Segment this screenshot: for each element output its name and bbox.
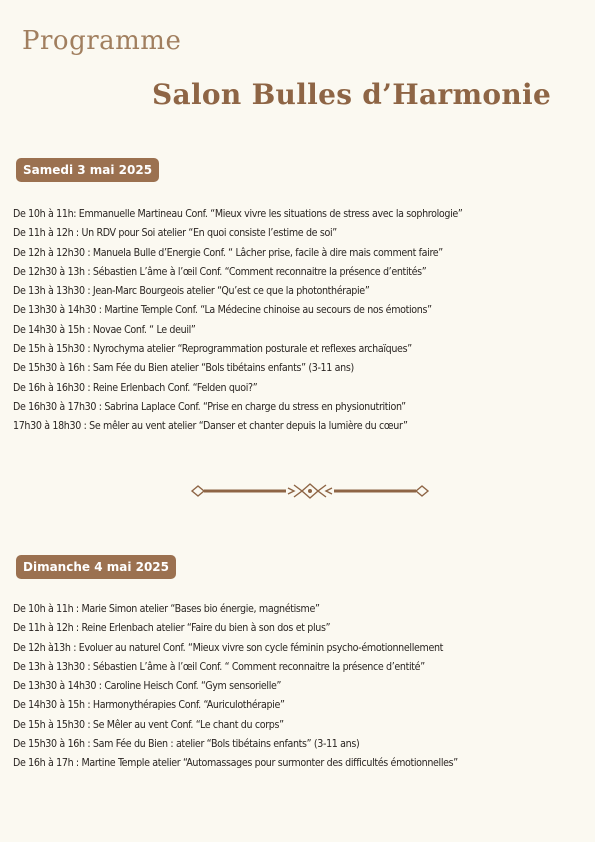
- schedule-item: De 15h30 à 16h : Sam Fée du Bien : atelier “Bols tibétains enfants” (3-11 ans): [13, 738, 360, 751]
- sunday-schedule: [13, 600, 593, 774]
- ornamental-divider: [190, 480, 430, 502]
- schedule-item: De 13h30 à 14h30 : Martine Temple Conf. “La Médecine chinoise au secours de nos émotions”: [13, 304, 432, 317]
- schedule-item: De 10h à 11h : Marie Simon atelier “Bases bio énergie, magnétisme”: [13, 603, 320, 615]
- schedule-item: De 12h à 12h30 : Manuela Bulle d’Energie Conf. “ Lâcher prise, facile à dire mais comment faire”: [13, 246, 443, 259]
- schedule-item: De 11h à 12h : Un RDV pour Soi atelier “En quoi consiste l’estime de soi”: [13, 227, 337, 240]
- saturday-date-badge: Samedi 3 mai 2025: [16, 158, 159, 182]
- schedule-item: 17h30 à 18h30 : Se mêler au vent atelier “Danser et chanter depuis la lumière du cœur”: [13, 420, 408, 433]
- schedule-item: De 14h30 à 15h : Harmonythérapies Conf. “Auriculothérapie”: [13, 699, 285, 712]
- schedule-item: De 13h à 13h30 : Sébastien L’âme à l’œil Conf. “ Comment reconnaitre la présence d’entité”: [13, 660, 425, 673]
- schedule-item: De 15h30 à 16h : Sam Fée du Bien atelier “Bols tibétains enfants” (3-11 ans): [13, 362, 354, 375]
- schedule-item: De 13h30 à 14h30 : Caroline Heisch Conf. “Gym sensorielle”: [13, 680, 282, 693]
- schedule-item: De 16h à 16h30 : Reine Erlenbach Conf. “Felden quoi?”: [13, 381, 258, 394]
- page-title: Salon Bulles d’Harmonie: [152, 78, 552, 111]
- schedule-item: De 14h30 à 15h : Novae Conf. “ Le deuil”: [13, 323, 196, 336]
- schedule-item: De 16h à 17h : Martine Temple atelier “Automassages pour surmonter des difficultés émotionnelles”: [13, 757, 458, 770]
- sunday-date-badge: Dimanche 4 mai 2025: [16, 555, 176, 579]
- schedule-item: De 11h à 12h : Reine Erlenbach atelier “Faire du bien à son dos et plus”: [13, 622, 331, 635]
- schedule-item: De 16h30 à 17h30 : Sabrina Laplace Conf. “Prise en charge du stress en physionutrition”: [13, 400, 406, 413]
- schedule-item: De 15h à 15h30 : Se Mêler au vent Conf. “Le chant du corps”: [13, 718, 284, 731]
- saturday-schedule: [13, 205, 593, 437]
- schedule-item: De 10h à 11h: Emmanuelle Martineau Conf. “Mieux vivre les situations de stress avec la sophrologie”: [13, 208, 463, 220]
- schedule-item: De 12h30 à 13h : Sébastien L’âme à l’œil Conf. “Comment reconnaitre la présence d’entités”: [13, 265, 427, 278]
- schedule-item: De 13h à 13h30 : Jean-Marc Bourgeois atelier “Qu’est ce que la photonthérapie”: [13, 285, 370, 298]
- programme-subtitle: Programme: [22, 26, 182, 56]
- schedule-item: De 15h à 15h30 : Nyrochyma atelier “Reprogrammation posturale et reflexes archaïques”: [13, 343, 412, 356]
- schedule-item: De 12h à13h : Evoluer au naturel Conf. “Mieux vivre son cycle féminin psycho-émotionnellement: [13, 641, 444, 654]
